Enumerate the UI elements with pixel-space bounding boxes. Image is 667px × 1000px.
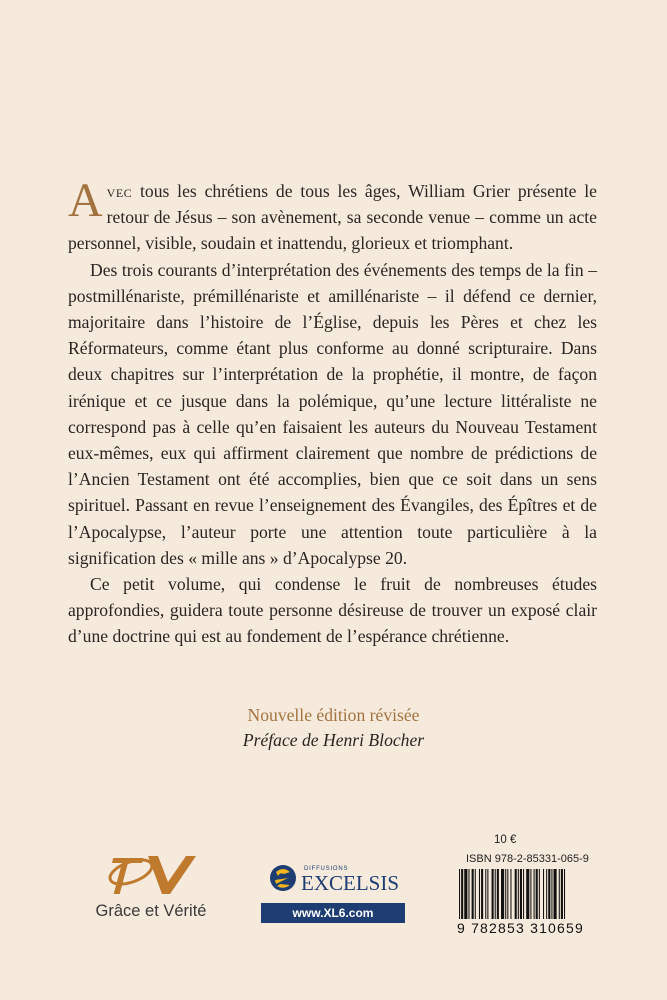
barcode-bar	[468, 869, 469, 919]
barcode-digits: 9 782853 310659	[457, 920, 584, 936]
barcode-bar	[505, 869, 506, 919]
excelsis-small-label: DIFFUSIONS	[304, 866, 349, 872]
barcode-bar	[485, 869, 486, 919]
barcode-bar	[481, 869, 483, 919]
excelsis-url: www.XL6.com	[261, 903, 405, 923]
barcode-bar	[459, 869, 460, 919]
barcode-bar	[536, 869, 538, 919]
edition-note: Nouvelle édition révisée	[247, 705, 420, 725]
barcode-bar	[497, 869, 499, 919]
price: 10 €	[494, 834, 517, 846]
barcode-bar	[495, 869, 496, 919]
barcode-bar	[526, 869, 529, 919]
first-word-smallcaps: vec	[106, 181, 133, 201]
barcode-bar	[539, 869, 540, 919]
blurb-paragraph-1-text: tous les chrétiens de tous les âges, William Grier présente le retour de Jésus – son avènement, sa seconde venue – comme un acte personnel, visible, soudain et inattendu, glorieux et triomphant.	[68, 181, 597, 254]
barcode-bar	[530, 869, 531, 919]
excelsis-wordmark: EXCELSIS	[301, 871, 400, 895]
barcode-bar	[461, 869, 463, 919]
barcode-bar	[543, 869, 544, 919]
barcode-bar	[551, 869, 552, 919]
barcode-bar	[501, 869, 504, 919]
barcode-bar	[523, 869, 524, 919]
barcode-bar	[554, 869, 557, 919]
barcode-bar	[479, 869, 480, 919]
barcode-bar	[548, 869, 550, 919]
barcode-bar	[487, 869, 488, 919]
drop-cap: A	[68, 174, 103, 227]
blurb-paragraph-3: Ce petit volume, qui condense le fruit de nombreuses études approfondies, guidera toute personne désireuse de trouver un exposé clair d’une doctrine qui est au fondement de l’espérance chrétienne.	[68, 574, 597, 647]
barcode	[457, 869, 617, 921]
back-cover-blurb	[68, 174, 597, 650]
blurb-paragraph-2: Des trois courants d’interprétation des événements des temps de la fin – postmillénariste, prémillénariste et amillénariste – il défend ce dernier, majoritaire dans l’histoire de l’Église, depuis les Pères et chez les Réformateurs, comme étant plus conforme au donné scripturaire. Dans deux chapitres sur l’interprétation de la prophétie, il montre, de façon irénique et ce jusque dans la polémique, qu’une lecture littéraliste ne correspond pas à celle qu’en faisaient les auteurs du Nouveau Testament eux-mêmes, eux qui affirment clairement que nombre de prédictions de l’Ancien Testament ont été accomplies, bien que ce soit dans un sens spirituel. Passant en revue l’enseignement des Évangiles, des Épîtres et de l’Apocalypse, l’auteur porte une attention toute particulière à la signification des « mille ans » d’Apocalypse 20.	[68, 259, 597, 568]
barcode-bar	[507, 869, 508, 919]
barcode-bar	[561, 869, 563, 919]
grace-et-verite-name: Grâce et Vérité	[95, 902, 207, 920]
blurb-paragraph-1	[68, 174, 597, 257]
barcode-bar	[534, 869, 535, 919]
preface-credit: Préface de Henri Blocher	[242, 730, 425, 750]
barcode-bar	[472, 869, 474, 919]
isbn: ISBN 978-2-85331-065-9	[466, 853, 589, 865]
barcode-bar	[564, 869, 565, 919]
barcode-bar	[546, 869, 547, 919]
barcode-bar	[475, 869, 476, 919]
barcode-bar	[518, 869, 519, 919]
barcode-bar	[515, 869, 517, 919]
excelsis-logo	[268, 860, 403, 896]
grace-et-verite-logo	[86, 848, 216, 898]
barcode-bar	[559, 869, 560, 919]
barcode-bar	[464, 869, 467, 919]
barcode-bar	[492, 869, 494, 919]
barcode-bar	[510, 869, 511, 919]
barcode-bar	[520, 869, 522, 919]
